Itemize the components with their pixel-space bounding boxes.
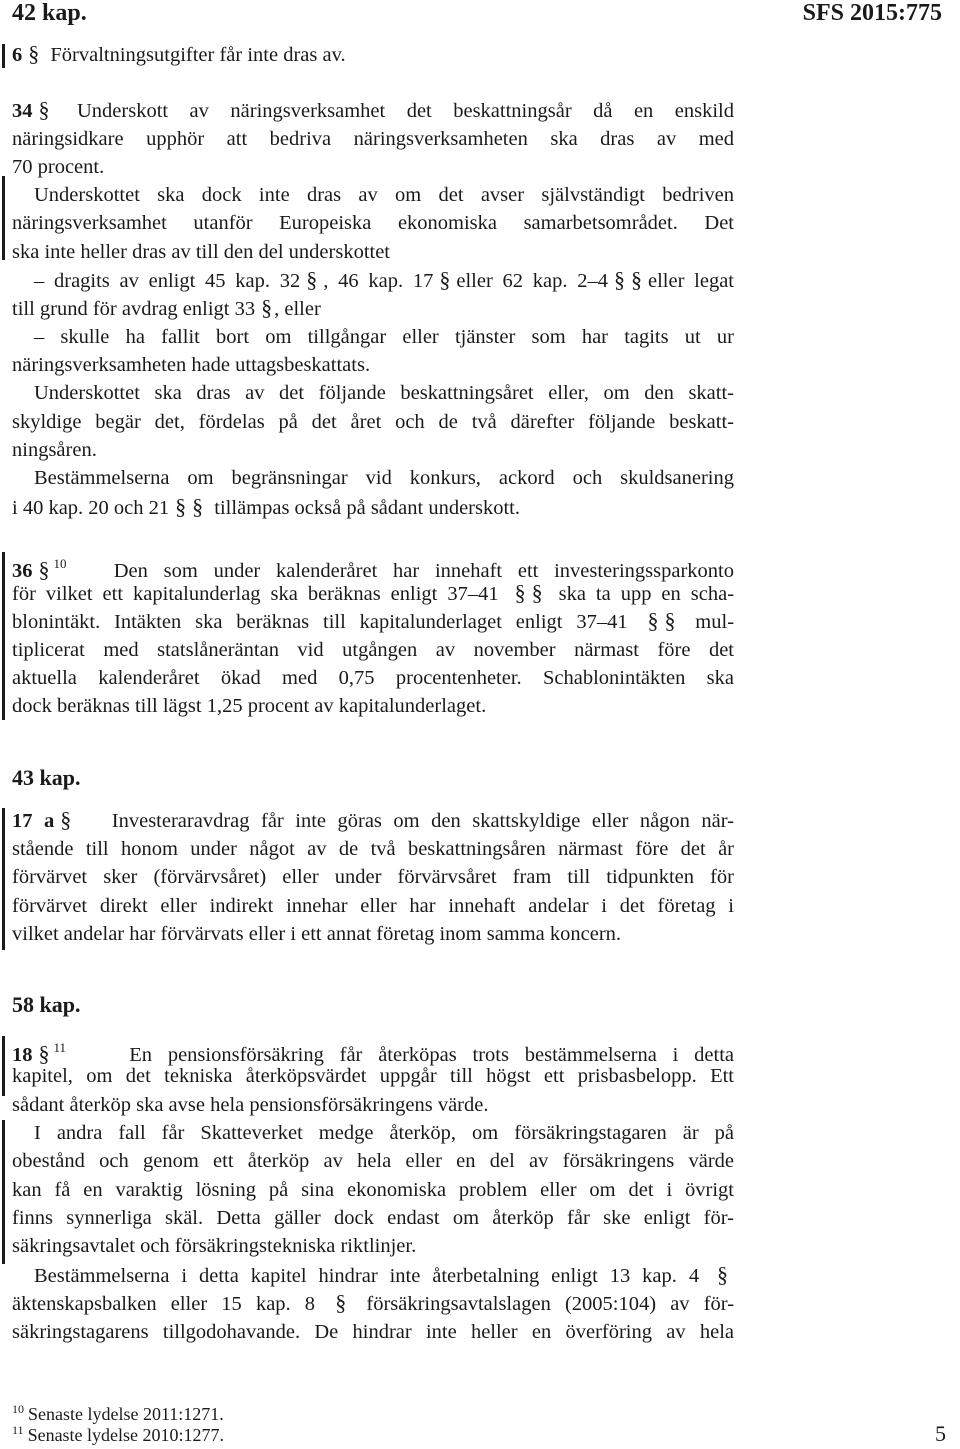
section-18-line: äktenskapsbalken eller 15 kap. 8 § försäkringsavtalslagen (2005:104) av för- — [12, 1290, 735, 1315]
section-18-line: obestånd och genom ett återköp av hela eller en del av försäkringens värde — [12, 1150, 734, 1172]
section-36-line: för vilket ett kapitalunderlag ska beräknas enligt 37–41 § § ska ta upp en scha- — [12, 580, 735, 605]
section-18-line: kapitel, om det tekniska återköpsvärdet uppgår till högst ett prisbasbelopp. Ett — [12, 1065, 734, 1087]
section-36-line: dock beräknas till lägst 1,25 procent av kapitalunderlaget. — [12, 695, 487, 717]
section-17a-line: förvärvet direkt eller indirekt innehar eller har innehaft andelar i det företag i — [12, 895, 734, 917]
section-36-line: tiplicerat med statslåneräntan vid utgången av november närmast före det — [12, 639, 734, 661]
section-34-line: ska inte heller dras av till den del underskottet — [12, 241, 390, 263]
section-36-line: blonintäkt. Intäkten ska beräknas till kapitalunderlaget enligt 37–41 § § mul- — [12, 608, 735, 633]
sfs-number: SFS 2015:775 — [802, 0, 942, 26]
section-34-line: till grund för avdrag enligt 33 §, eller — [12, 295, 321, 320]
section-34-line: ningsåren. — [12, 439, 97, 461]
section-17a-line: 17 a § Investeraravdrag får inte göras om den skattskyldige eller någon när- — [12, 807, 735, 832]
chapter-43-heading: 43 kap. — [12, 765, 81, 790]
change-bar — [2, 808, 5, 950]
section-34-line: Underskottet ska dras av det följande beskattningsåret eller, om den skatt- — [34, 382, 734, 404]
chapter-58-heading: 58 kap. — [12, 992, 81, 1017]
section-18-line: sådant återköp ska avse hela pensionsförsäkringens värde. — [12, 1094, 489, 1116]
section-17a-line: stående till honom under något av de två beskattningsåren närmast före det år — [12, 838, 734, 860]
section-34-line: skyldige begär det, fördelas på det året och de två därefter följande beskatt- — [12, 411, 734, 433]
section-34-line: näringsverksamhet utanför Europeiska ekonomiska samarbetsområdet. Det — [12, 212, 734, 234]
change-bar — [2, 1036, 5, 1096]
section-17a-line: förvärvet sker (förvärvsåret) eller under förvärvsåret fram till tidpunkten för — [12, 866, 734, 888]
section-6: 6 § Förvaltningsutgifter får inte dras av. — [12, 41, 346, 66]
change-bar — [2, 44, 5, 68]
footnote: $^{11}$ Senaste lydelse 2010:1277. — [12, 1423, 225, 1445]
change-bar — [2, 552, 5, 720]
section-36-line: 36 § $^{10}$ Den som under kalenderåret har innehaft ett investeringssparkonto — [12, 556, 735, 582]
section-18-line: Bestämmelserna i detta kapitel hindrar inte återbetalning enligt 13 kap. 4 § — [34, 1262, 729, 1287]
section-17a-line: vilket andelar har förvärvats eller i ett annat företag inom samma koncern. — [12, 923, 622, 945]
section-34-line: Bestämmelserna om begränsningar vid konkurs, ackord och skuldsanering — [34, 467, 734, 489]
chapter-heading: 42 kap. — [12, 0, 87, 26]
footnote: $^{10}$ Senaste lydelse 2011:1271. — [12, 1402, 224, 1424]
section-36-line: aktuella kalenderåret ökad med 0,75 procentenheter. Schablonintäkten ska — [12, 667, 734, 689]
section-34-line: – dragits av enligt 45 kap. 32 § , 46 kap. 17 § eller 62 kap. 2–4 § § eller legat — [34, 267, 734, 292]
section-34-line: – skulle ha fallit bort om tillgångar eller tjänster som har tagits ut ur — [34, 326, 734, 348]
change-bar — [2, 1120, 5, 1264]
section-34-line: näringsverksamheten hade uttagsbeskattats. — [12, 354, 371, 376]
section-18-line: säkringstagarens tillgodohavande. De hindrar inte heller en överföring av hela — [12, 1321, 734, 1343]
section-18-line: 18 § $^{11}$ En pensionsförsäkring får återköpas trots bestämmelserna i detta — [12, 1040, 734, 1066]
page-number: 5 — [935, 1421, 946, 1446]
change-bar — [2, 176, 5, 260]
section-34-line: 70 procent. — [12, 156, 105, 178]
section-18-line: I andra fall får Skatteverket medge återköp, om försäkringstagaren är på — [34, 1122, 734, 1144]
section-34-line: 34 § Underskott av näringsverksamhet det beskattningsår då en enskild — [12, 97, 734, 122]
section-18-line: finns synnerliga skäl. Detta gäller dock endast om återköp får ske enligt för- — [12, 1207, 734, 1229]
section-18-line: kan få en varaktig lösning på sina ekonomiska problem eller om det i övrigt — [12, 1179, 734, 1201]
section-34-line: näringsidkare upphör att bedriva näringsverksamheten ska dras av med — [12, 128, 734, 150]
section-34-line: Underskottet ska dock inte dras av om det avser självständigt bedriven — [34, 184, 734, 206]
section-34-line: i 40 kap. 20 och 21 § § tillämpas också på sådant underskott. — [12, 494, 520, 519]
section-18-line: säkringsavtalet och försäkringstekniska riktlinjer. — [12, 1235, 417, 1257]
